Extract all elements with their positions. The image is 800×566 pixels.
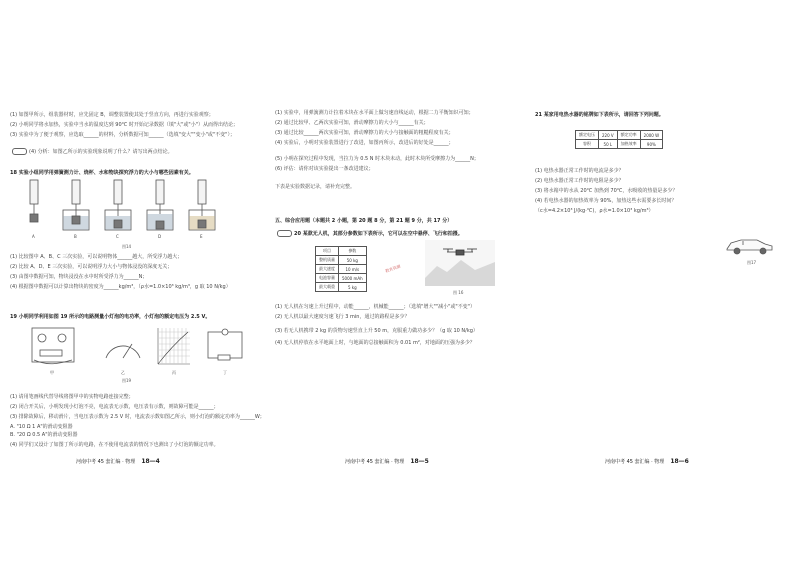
car-icon bbox=[727, 240, 772, 254]
text-line: (3) 通过比较______两次实验可知，滑动摩擦力的大小与接触面的粗糙程度有关； bbox=[275, 130, 454, 136]
text-line: (2) 通过比较甲、乙两次实验可知，滑动摩擦力的大小与______有关； bbox=[275, 120, 429, 126]
table-row: 电池容量 5000 mAh bbox=[316, 274, 367, 283]
text-line: (2) 闭合开关后，小明发现小灯泡不亮，电流表无示数，电压表有示数，则故障可能是______； bbox=[10, 404, 219, 410]
car-figure bbox=[725, 234, 775, 256]
circuit-photo bbox=[32, 328, 74, 364]
meter-dial bbox=[106, 344, 140, 358]
answer-box bbox=[12, 148, 27, 155]
drone-figure bbox=[425, 240, 495, 286]
page-middle bbox=[275, 100, 525, 480]
fig-label-ding: 丁 bbox=[223, 370, 227, 375]
answer-box bbox=[277, 230, 292, 237]
text-line: (3) 将水箱中的水从 20℃ 加热到 70℃，水吸收的热量是多少？ bbox=[535, 188, 678, 194]
circuit-diagram bbox=[208, 329, 242, 360]
question-18: 18 实验小组同学用弹簧测力计、烧杯、水和物块探究浮力的大小与哪些因素有关。 bbox=[10, 170, 194, 176]
text-line: （c水=4.2×10³ J/(kg·℃)，ρ水=1.0×10³ kg/m³） bbox=[535, 208, 654, 214]
question-20: 20 某款无人机，其部分参数如下表所示，它可以在空中悬停、飞行和拍摄。 bbox=[275, 230, 463, 237]
table-row: 容积 50 L 加热效率 90% bbox=[576, 140, 663, 149]
fig-label-bing: 丙 bbox=[172, 370, 176, 375]
page-number: 18—6 bbox=[670, 458, 689, 465]
fig-label-b: B bbox=[74, 234, 77, 239]
setup-a bbox=[30, 180, 38, 222]
setup-d bbox=[147, 180, 173, 230]
text-line: (1) 比较图中 A、B、C 三次实验，可以说明物体______越大，所受浮力越大； bbox=[10, 254, 183, 260]
text-line: (2) 比较 A、D、E 三次实验，可以说明浮力大小与物体浸没的深度无关； bbox=[10, 264, 173, 270]
table-row: 项目 参数 bbox=[316, 247, 367, 256]
page-footer: 河南中考 45 套汇编 · 物理 18—5 bbox=[345, 458, 429, 465]
text-line: (4) 同学们又设计了如图丁所示的电路，在不使用电流表的情况下也测出了小灯泡的额定功率。 bbox=[10, 442, 219, 448]
figure-caption: 图17 bbox=[747, 260, 757, 265]
setup-b bbox=[63, 180, 89, 230]
text-line: (5) 小明在探究过程中发现，当拉力为 0.5 N 时木块未动，此时木块所受摩擦力为______N； bbox=[275, 156, 479, 162]
text-line: (1) 无人机在匀速上升过程中，动能______，机械能______；（选填"增大""减小"或"不变"） bbox=[275, 304, 475, 310]
text-line: (3) 若无人机携带 2 kg 的货物匀速竖直上升 50 m，克服重力做功多少？（g 取 10 N/kg） bbox=[275, 328, 478, 334]
page-footer: 河南中考 45 套汇编 · 物理 18—4 bbox=[76, 458, 160, 465]
text-line: B. "20 Ω 0.5 A"的滑动变阻器 bbox=[10, 432, 78, 438]
nameplate-table bbox=[575, 130, 663, 149]
text-line: (3) 实验中为了便于观察，应选取______的材料，分析数据可知______（选填"变大""变小"或"不变"）； bbox=[10, 132, 235, 138]
spec-table bbox=[315, 246, 367, 292]
text-line: (2) 无人机以最大速度匀速飞行 3 min，通过的路程是多少？ bbox=[275, 314, 410, 320]
table-row: 额定电压 220 V 额定功率 2000 W bbox=[576, 131, 663, 140]
text-line: (4) 若电热水器的加热效率为 90%，加热这些水需要多长时间？ bbox=[535, 198, 677, 204]
text-line: (4) 分析：如图乙所示的实验现象说明了什么？请写出两点结论。 bbox=[10, 148, 173, 155]
fig-label-yi: 乙 bbox=[121, 370, 125, 375]
text-line: (3) 排除故障后，移动滑片，当电压表示数为 2.5 V 时，电流表示数如图乙所示，则小灯泡的额定功率为______W； bbox=[10, 414, 265, 420]
table-row: 整机质量 50 kg bbox=[316, 256, 367, 265]
page-left bbox=[10, 100, 265, 480]
text-line: (2) 小明同学将水加热，实验中当水的温度达到 90℃ 时开始记录数据（填"大"或"小"）从而得出结论； bbox=[10, 122, 239, 128]
text-line: (1) 电热水器正常工作时的电流是多少？ bbox=[535, 168, 624, 174]
watermark-stamp: 教育资源 bbox=[384, 263, 402, 274]
text-line: A. "10 Ω 1 A"的滑动变阻器 bbox=[10, 424, 73, 430]
text-line: (1) 如图甲所示，组装器材时，应先固定 B，调整装置使其处于竖直方向，再进行实验观察； bbox=[10, 112, 214, 118]
text-line: 下表是实验数据记录，请补充完整。 bbox=[275, 184, 356, 190]
setup-e bbox=[189, 180, 215, 230]
page-number: 18—4 bbox=[141, 458, 160, 465]
figure-caption: 图19 bbox=[122, 378, 132, 383]
question-21: 21 某家用电热水器的铭牌如下表所示，请回答下列问题。 bbox=[535, 112, 664, 118]
fig-label-a: A bbox=[32, 234, 35, 239]
question-19: 19 小明同学利用如图 19 所示的电路测量小灯泡的电功率，小灯泡的额定电压为 2.5 V。 bbox=[10, 314, 211, 320]
section-heading: 五、综合应用题（本题共 2 小题，第 20 题 8 分，第 21 题 9 分，共 17 分） bbox=[275, 218, 453, 224]
iu-graph bbox=[158, 328, 190, 364]
setup-c bbox=[105, 180, 131, 230]
figure-caption: 图14 bbox=[122, 244, 132, 249]
fig-label-e: E bbox=[200, 234, 203, 239]
text-line: (1) 实验中，用弹簧测力计拉着木块在水平面上做匀速直线运动，根据二力平衡知识可知； bbox=[275, 110, 474, 116]
text-line: (1) 请用笔画线代替导线将图甲中的实物电路连接完整； bbox=[10, 394, 134, 400]
table-row: 最大速度 10 m/s bbox=[316, 265, 367, 274]
page-footer: 河南中考 45 套汇编 · 物理 18—6 bbox=[605, 458, 689, 465]
fig-label-jia: 甲 bbox=[50, 370, 54, 375]
text-line: (4) 根据图中数据可以计算出物块的密度为______kg/m³，（ρ水=1.0×10³ kg/m³，g 取 10 N/kg） bbox=[10, 284, 231, 290]
text-line: (4) 无人机停放在水平地面上时，与地面的总接触面积为 0.01 m²，对地面的压强为多少？ bbox=[275, 340, 475, 346]
figure-19 bbox=[28, 324, 248, 376]
figure-caption: 图 16 bbox=[453, 290, 464, 295]
page-number: 18—5 bbox=[410, 458, 429, 465]
text-line: (2) 电热水器正常工作时的电阻是多少？ bbox=[535, 178, 624, 184]
page-right bbox=[535, 100, 785, 480]
figure-14 bbox=[20, 178, 240, 240]
fig-label-d: D bbox=[158, 234, 162, 239]
text-line: (4) 实验后，小明对实验装置进行了改进，如图丙所示，改进后的好处是______； bbox=[275, 140, 454, 146]
text-line: (3) 由图中数据可知，物块浸没在水中时所受浮力为______N； bbox=[10, 274, 148, 280]
text-line: (6) 评估：请你对该实验提出一条改进建议； bbox=[275, 166, 374, 172]
table-row: 最大载重 5 kg bbox=[316, 283, 367, 292]
fig-label-c: C bbox=[116, 234, 119, 239]
